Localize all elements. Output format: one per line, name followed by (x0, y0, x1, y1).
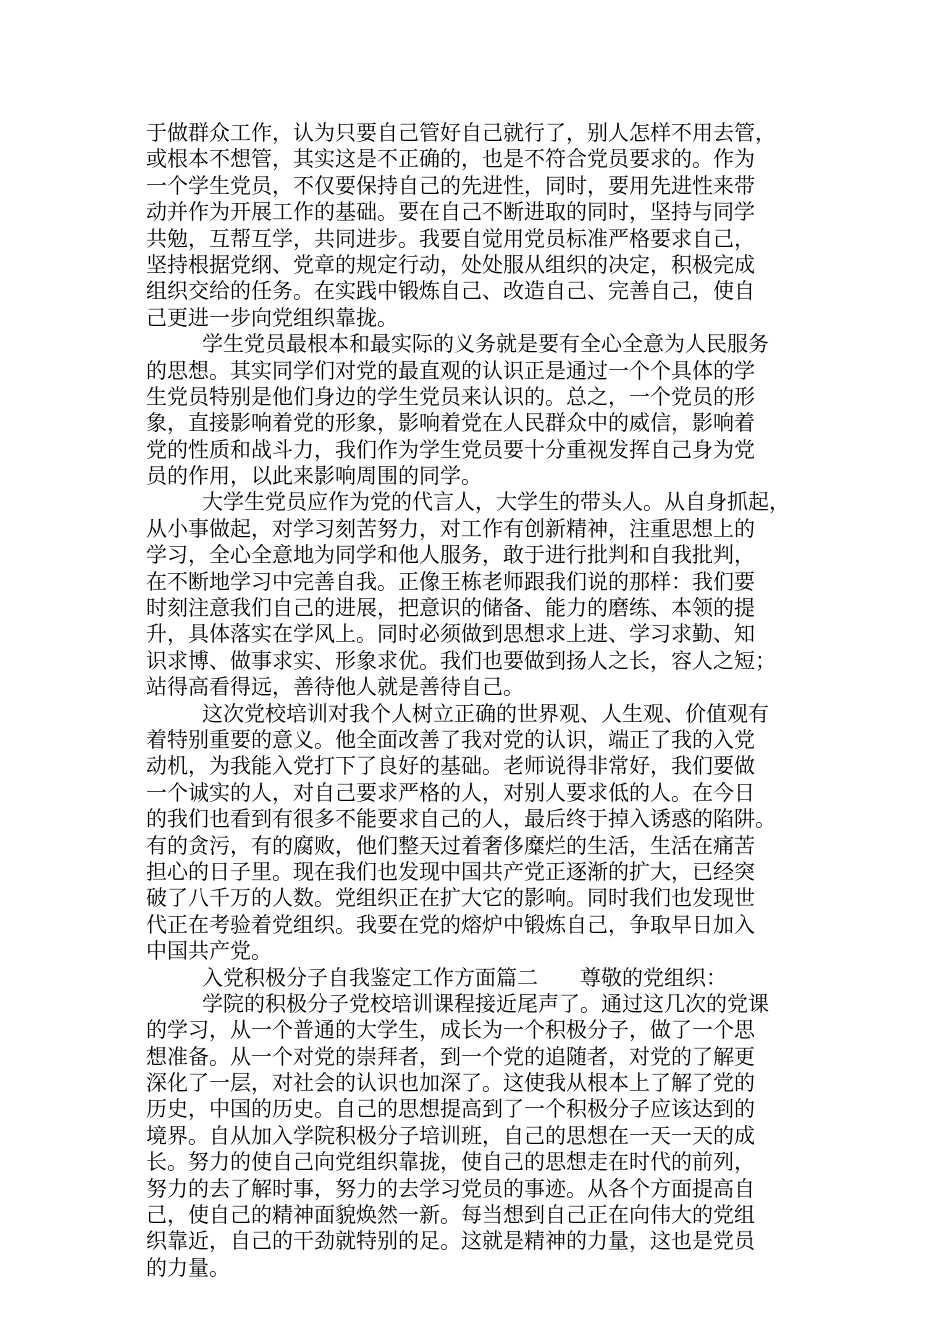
text-line: 中国共产党。 (146, 939, 272, 964)
text-line: 员的作用，以此来影响周围的同学。 (146, 464, 482, 489)
text-line: 党的性质和战斗力，我们作为学生党员要十分重视发挥自己身为党 (146, 437, 755, 462)
text-line: 或根本不想管，其实这是不正确的，也是不符合党员要求的。作为 (146, 147, 755, 172)
text-line: 一个诚实的人，对自己要求严格的人，对别人要求低的人。在今日 (146, 780, 755, 805)
text-line: 入党积极分子自我鉴定工作方面篇二 尊敬的党组织： (202, 965, 727, 990)
text-line: 动机，为我能入党打下了良好的基础。老师说得非常好，我们要做 (146, 754, 755, 779)
text-line: 在不断地学习中完善自我。正像王栋老师跟我们说的那样：我们要 (146, 569, 755, 594)
text-line: 共勉，互帮互学，共同进步。我要自觉用党员标准严格要求自己， (146, 226, 755, 251)
text-line: 长。努力的使自己向党组织靠拢，使自己的思想走在时代的前列， (146, 1150, 755, 1175)
text-line: 从小事做起，对学习刻苦努力，对工作有创新精神，注重思想上的 (146, 516, 755, 541)
text-line: 努力的去了解时事，努力的去学习党员的事迹。从各个方面提高自 (146, 1176, 755, 1201)
text-line: 坚持根据党纲、党章的规定行动，处处服从组织的决定，积极完成 (146, 252, 755, 277)
text-line: 动并作为开展工作的基础。要在自己不断进取的同时，坚持与同学 (146, 200, 755, 225)
text-line: 历史，中国的历史。自己的思想提高到了一个积极分子应该达到的 (146, 1097, 755, 1122)
document-body (146, 120, 806, 1281)
text-line: 站得高看得远，善待他人就是善待自己。 (146, 675, 524, 700)
text-line: 象，直接影响着党的形象，影响着党在人民群众中的威信，影响着 (146, 411, 755, 436)
text-line: 生党员特别是他们身边的学生党员来认识的。总之，一个党员的形 (146, 384, 755, 409)
text-line: 于做群众工作，认为只要自己管好自己就行了，别人怎样不用去管， (146, 121, 776, 145)
text-line: 学习，全心全意地为同学和他人服务，敢于进行批判和自我批判， (146, 543, 755, 568)
text-line: 己，使自己的精神面貌焕然一新。每当想到自己正在向伟大的党组 (146, 1203, 755, 1228)
text-line: 大学生党员应作为党的代言人，大学生的带头人。从自身抓起， (202, 490, 790, 515)
text-line: 着特别重要的意义。他全面改善了我对党的认识，端正了我的入党 (146, 727, 755, 752)
text-line: 破了八千万的人数。党组织正在扩大它的影响。同时我们也发现世 (146, 886, 755, 911)
text-line: 的学习，从一个普通的大学生，成长为一个积极分子，做了一个思 (146, 1018, 755, 1043)
text-line: 的思想。其实同学们对党的最直观的认识正是通过一个个具体的学 (146, 358, 755, 383)
text-line: 学生党员最根本和最实际的义务就是要有全心全意为人民服务 (202, 332, 769, 357)
text-line: 的力量。 (146, 1255, 230, 1280)
text-line: 识求博、做事求实、形象求优。我们也要做到扬人之长，容人之短； (146, 648, 776, 673)
text-line: 升，具体落实在学风上。同时必须做到思想求上进、学习求勤、知 (146, 622, 755, 647)
text-line: 深化了一层，对社会的认识也加深了。这使我从根本上了解了党的 (146, 1071, 755, 1096)
text-line: 有的贪污，有的腐败，他们整天过着奢侈糜烂的生活，生活在痛苦 (146, 833, 755, 858)
text-line: 想准备。从一个对党的崇拜者，到一个党的追随者，对党的了解更 (146, 1044, 755, 1069)
text-line: 时刻注意我们自己的进展，把意识的储备、能力的磨练、本领的提 (146, 596, 755, 621)
text-line: 代正在考验着党组织。我要在党的熔炉中锻炼自己，争取早日加入 (146, 912, 755, 937)
text-line: 这次党校培训对我个人树立正确的世界观、人生观、价值观有 (202, 701, 769, 726)
text-line: 担心的日子里。现在我们也发现中国共产党正逐渐的扩大，已经突 (146, 859, 755, 884)
text-line: 境界。自从加入学院积极分子培训班，自己的思想在一天一天的成 (146, 1123, 755, 1148)
text-line: 一个学生党员，不仅要保持自己的先进性，同时，要用先进性来带 (146, 173, 755, 198)
text-line: 学院的积极分子党校培训课程接近尾声了。通过这几次的党课 (202, 991, 769, 1016)
text-line: 的我们也看到有很多不能要求自己的人，最后终于掉入诱惑的陷阱。 (146, 807, 776, 832)
text-line: 组织交给的任务。在实践中锻炼自己、改造自己、完善自己，使自 (146, 279, 755, 304)
text-line: 己更进一步向党组织靠拢。 (146, 305, 398, 330)
text-line: 织靠近，自己的干劲就特别的足。这就是精神的力量，这也是党员 (146, 1229, 755, 1254)
